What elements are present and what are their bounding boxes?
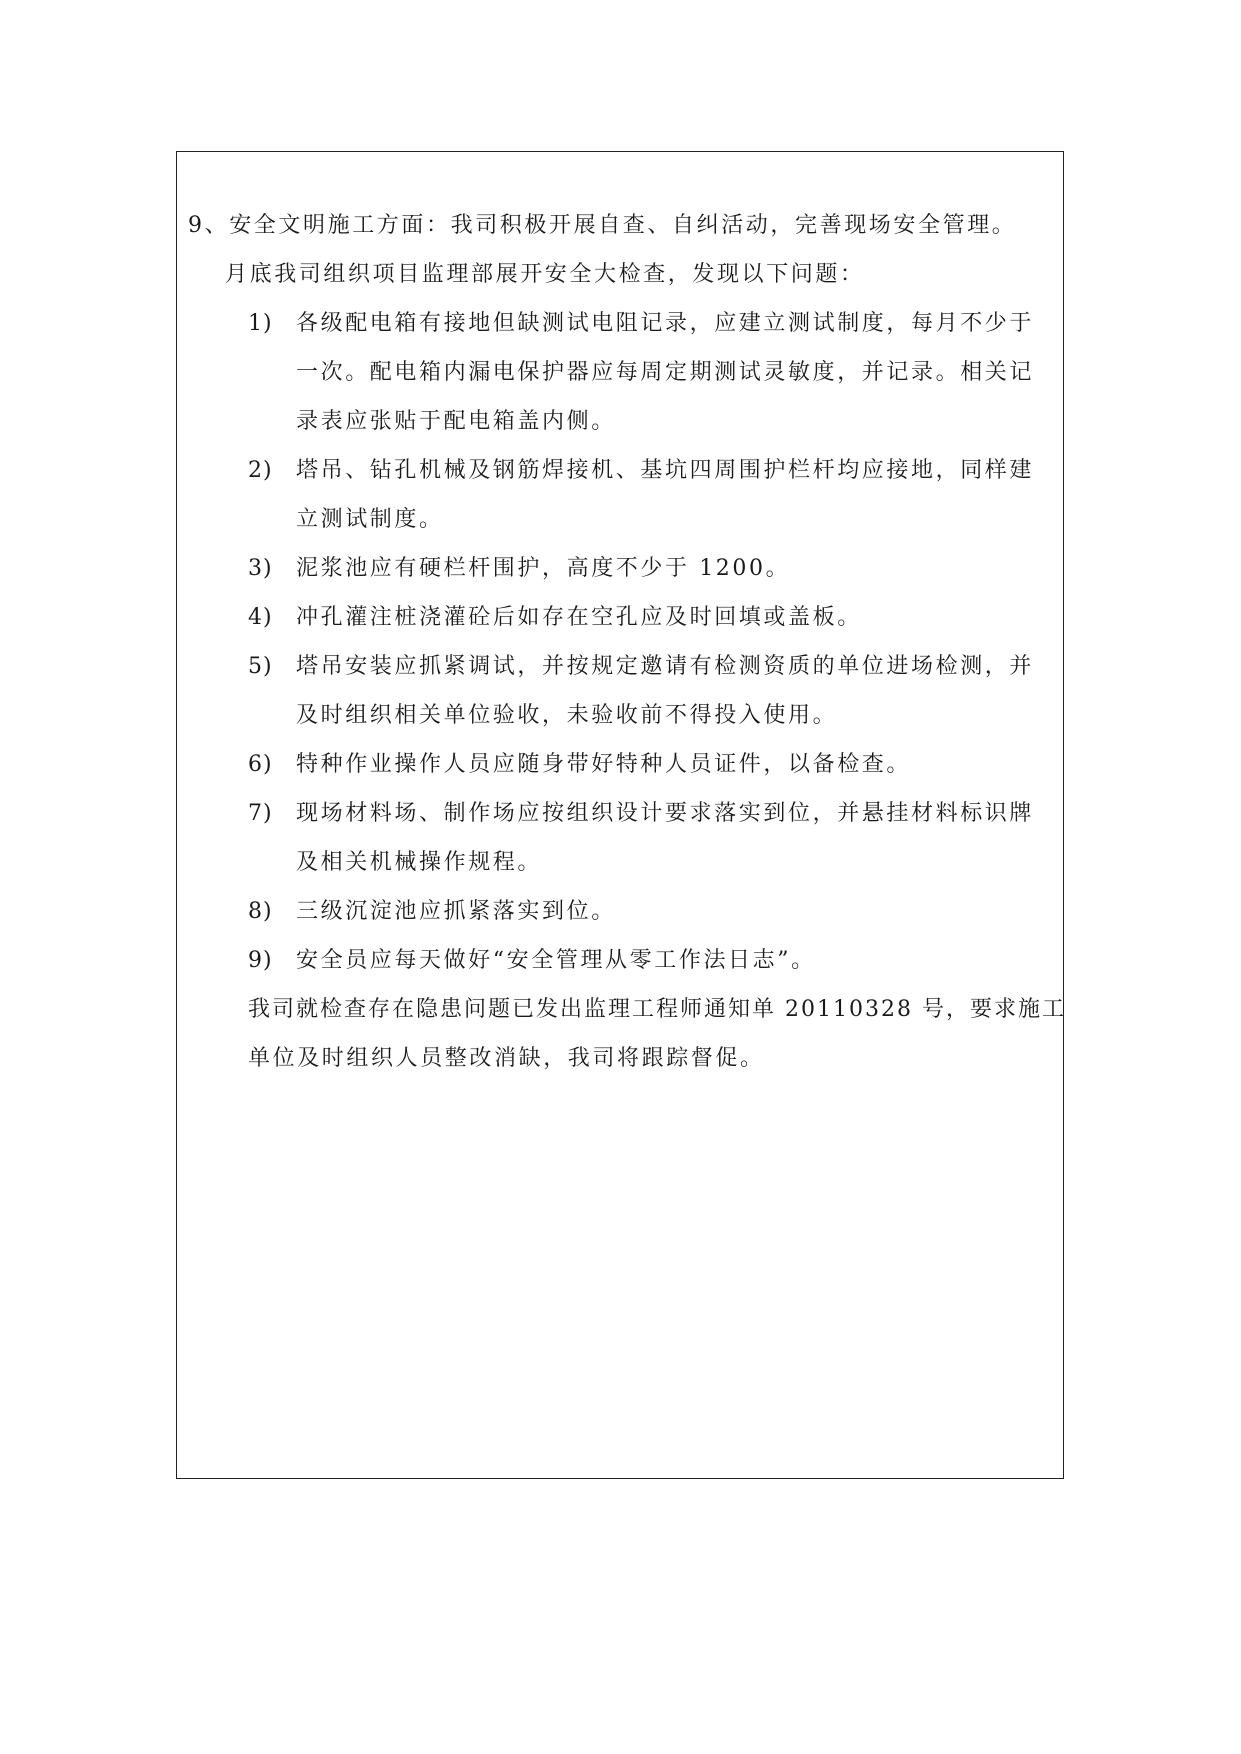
item-8-line-1: 三级沉淀池应抓紧落实到位。 bbox=[296, 899, 616, 924]
item-6-number: 6) bbox=[248, 752, 273, 777]
item-1-number: 1) bbox=[248, 311, 273, 336]
document-body bbox=[177, 152, 1066, 1478]
item-2-line-2: 立测试制度。 bbox=[296, 507, 444, 532]
section-heading: 9、安全文明施工方面：我司积极开展自查、自纠活动，完善现场安全管理。 bbox=[188, 213, 1017, 238]
content-frame bbox=[176, 151, 1064, 1479]
item-7-line-2: 及相关机械操作规程。 bbox=[296, 850, 543, 875]
item-2-number: 2) bbox=[248, 458, 273, 483]
item-5-line-1: 塔吊安装应抓紧调试，并按规定邀请有检测资质的单位进场检测，并 bbox=[296, 654, 1035, 679]
item-4-number: 4) bbox=[248, 605, 273, 630]
item-1-line-2: 一次。配电箱内漏电保护器应每周定期测试灵敏度，并记录。相关记 bbox=[296, 360, 1035, 385]
item-7-number: 7) bbox=[248, 801, 273, 826]
item-3-line-1: 泥浆池应有硬栏杆围护，高度不少于 1200。 bbox=[296, 556, 791, 581]
item-4-line-1: 冲孔灌注桩浇灌砼后如存在空孔应及时回填或盖板。 bbox=[296, 605, 862, 630]
item-5-number: 5) bbox=[248, 654, 273, 679]
item-1-line-3: 录表应张贴于配电箱盖内侧。 bbox=[296, 409, 616, 434]
section-intro: 月底我司组织项目监理部展开安全大检查，发现以下问题： bbox=[225, 262, 865, 287]
item-1-line-1: 各级配电箱有接地但缺测试电阻记录，应建立测试制度，每月不少于 bbox=[296, 311, 1035, 336]
item-7-line-1: 现场材料场、制作场应按组织设计要求落实到位，并悬挂材料标识牌 bbox=[296, 801, 1035, 826]
item-8-number: 8) bbox=[248, 899, 273, 924]
item-9-line-1: 安全员应每天做好“安全管理从零工作法日志”。 bbox=[296, 948, 816, 973]
closing-line-2: 单位及时组织人员整改消缺，我司将跟踪督促。 bbox=[248, 1046, 765, 1071]
item-9-number: 9) bbox=[248, 948, 273, 973]
item-6-line-1: 特种作业操作人员应随身带好特种人员证件，以备检查。 bbox=[296, 752, 912, 777]
item-5-line-2: 及时组织相关单位验收，未验收前不得投入使用。 bbox=[296, 703, 838, 728]
item-2-line-1: 塔吊、钻孔机械及钢筋焊接机、基坑四周围护栏杆均应接地，同样建 bbox=[296, 458, 1035, 483]
item-3-number: 3) bbox=[248, 556, 273, 581]
closing-line-1: 我司就检查存在隐患问题已发出监理工程师通知单 20110328 号，要求施工 bbox=[248, 997, 1066, 1022]
